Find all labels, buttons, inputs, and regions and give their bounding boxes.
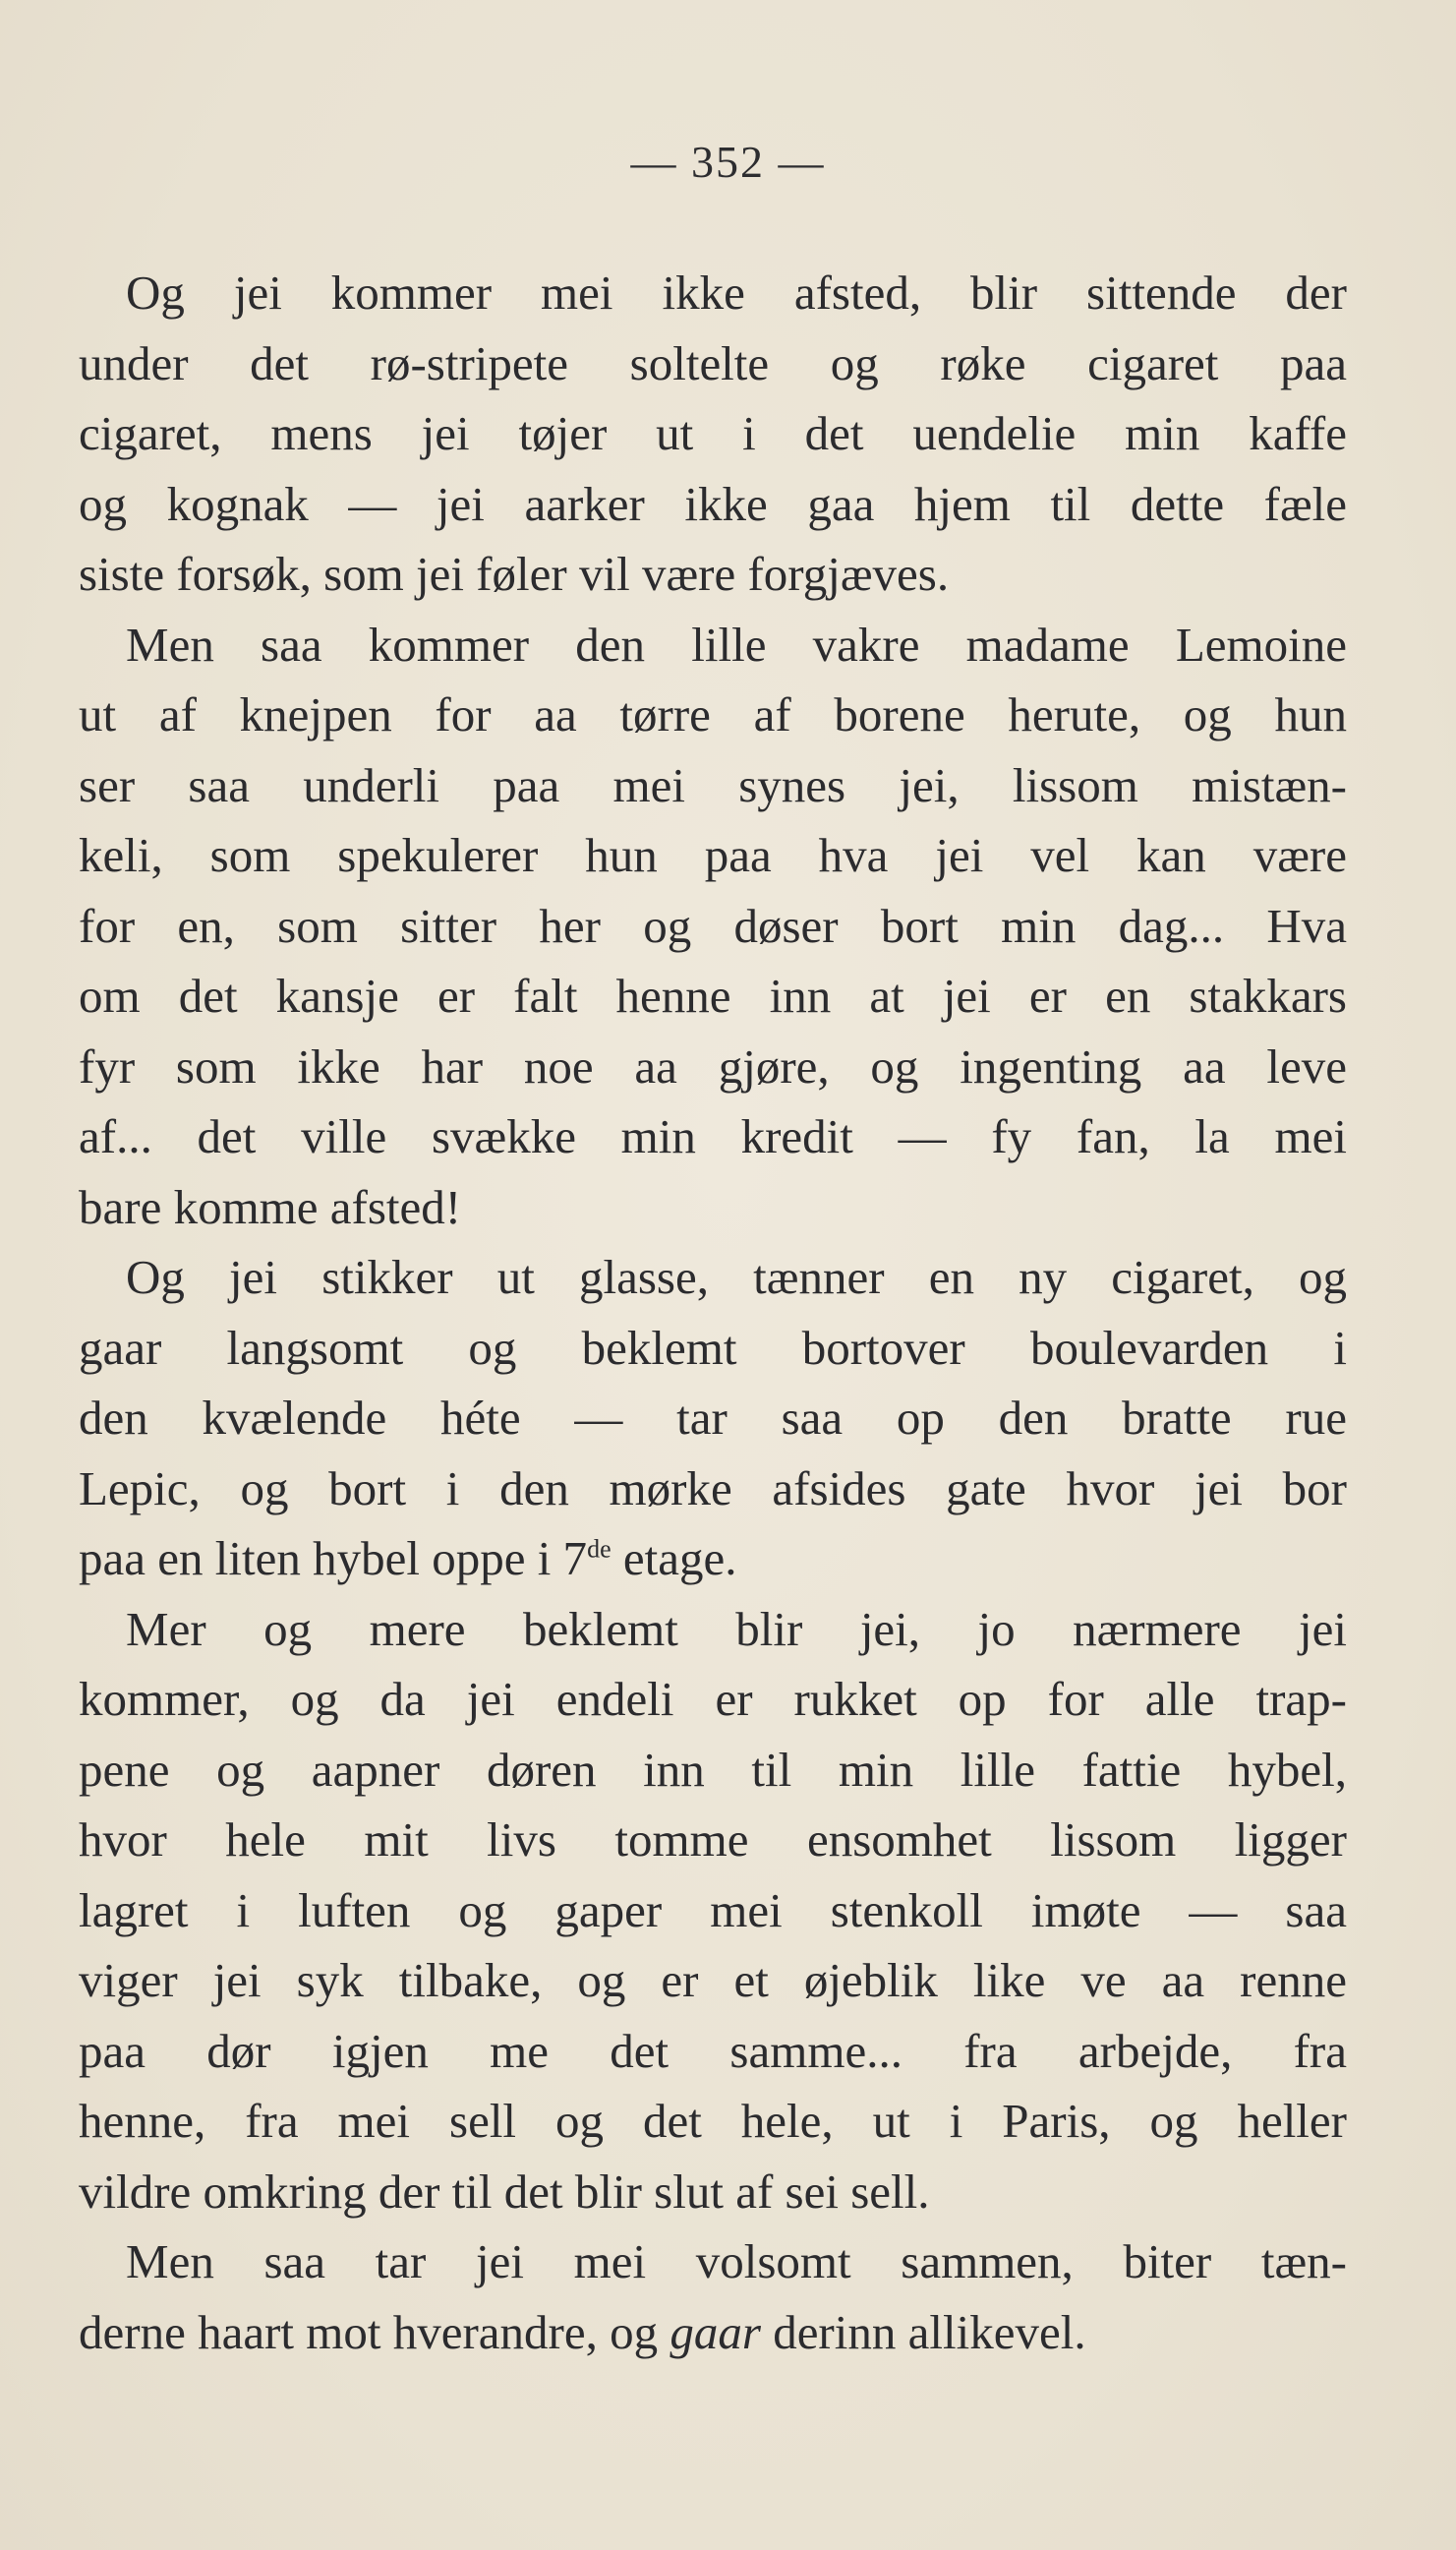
text-line: cigaret, mens jei tøjer ut i det uendelie min kaffe bbox=[79, 406, 1347, 460]
text-line: den kvælende héte — tar saa op den bratte rue bbox=[79, 1391, 1347, 1445]
paragraph bbox=[79, 1594, 1347, 2227]
text-line: keli, som spekulerer hun paa hva jei vel kan være bbox=[79, 828, 1347, 882]
text-line: kommer, og da jei endeli er rukket op for alle trap- bbox=[79, 1672, 1347, 1726]
text-line: ut af knejpen for aa tørre af borene herute, og hun bbox=[79, 687, 1347, 741]
text-line: gaar langsomt og beklemt bortover boulevarden i bbox=[79, 1320, 1347, 1375]
text-line: Mer og mere beklemt blir jei, jo nærmere jei bbox=[126, 1601, 1347, 1656]
text-line: om det kansje er falt henne inn at jei er en stakkars bbox=[79, 969, 1347, 1023]
page-number: — 352 — bbox=[630, 137, 826, 187]
paragraph bbox=[79, 2226, 1347, 2367]
text-line: Men saa tar jei mei volsomt sammen, biter tæn- bbox=[126, 2234, 1347, 2288]
text-line: for en, som sitter her og døser bort min dag... Hva bbox=[79, 898, 1347, 953]
text-line: under det rø-stripete soltelte og røke cigaret paa bbox=[79, 335, 1347, 390]
text-line: paa dør igjen me det samme... fra arbejde, fra bbox=[79, 2023, 1347, 2078]
text-line: Og jei stikker ut glasse, tænner en ny cigaret, og bbox=[126, 1250, 1347, 1304]
paragraph bbox=[79, 258, 1347, 610]
text-line: pene og aapner døren inn til min lille fattie hybel, bbox=[79, 1742, 1347, 1797]
text-line: lagret i luften og gaper mei stenkoll imøte — saa bbox=[79, 1882, 1347, 1937]
text-line: henne, fra mei sell og det hele, ut i Paris, og heller bbox=[79, 2094, 1347, 2148]
text-line: siste forsøk, som jei føler vil være forgjæves. bbox=[79, 547, 950, 601]
text-line: og kognak — jei aarker ikke gaa hjem til dette fæle bbox=[79, 476, 1347, 531]
text-line: vildre omkring der til det blir slut af sei sell. bbox=[79, 2164, 930, 2219]
text-line: hvor hele mit livs tomme ensomhet lissom ligger bbox=[79, 1812, 1347, 1867]
text-line: derne haart mot hverandre, og gaar derinn allikevel. bbox=[79, 2304, 1086, 2359]
paragraph bbox=[79, 1242, 1347, 1594]
text-line: bare komme afsted! bbox=[79, 1179, 462, 1234]
body-text bbox=[79, 258, 1347, 2367]
superscript: de bbox=[587, 1534, 612, 1564]
text-line: af... det ville svække min kredit — fy fan, la mei bbox=[79, 1109, 1347, 1163]
text-line: fyr som ikke har noe aa gjøre, og ingenting aa leve bbox=[79, 1038, 1347, 1094]
text-line: Og jei kommer mei ikke afsted, blir sittende der bbox=[126, 266, 1347, 320]
text-line: paa en liten hybel oppe i 7de etage. bbox=[79, 1531, 737, 1585]
italic-word: gaar bbox=[670, 2304, 761, 2359]
text-line: viger jei syk tilbake, og er et øjeblik like ve aa renne bbox=[79, 1953, 1347, 2007]
text-line: Lepic, og bort i den mørke afsides gate hvor jei bor bbox=[79, 1460, 1347, 1515]
text-line: Men saa kommer den lille vakre madame Lemoine bbox=[126, 617, 1347, 672]
paragraph bbox=[79, 610, 1347, 1243]
text-line: ser saa underli paa mei synes jei, lissom mistæn- bbox=[79, 757, 1347, 812]
